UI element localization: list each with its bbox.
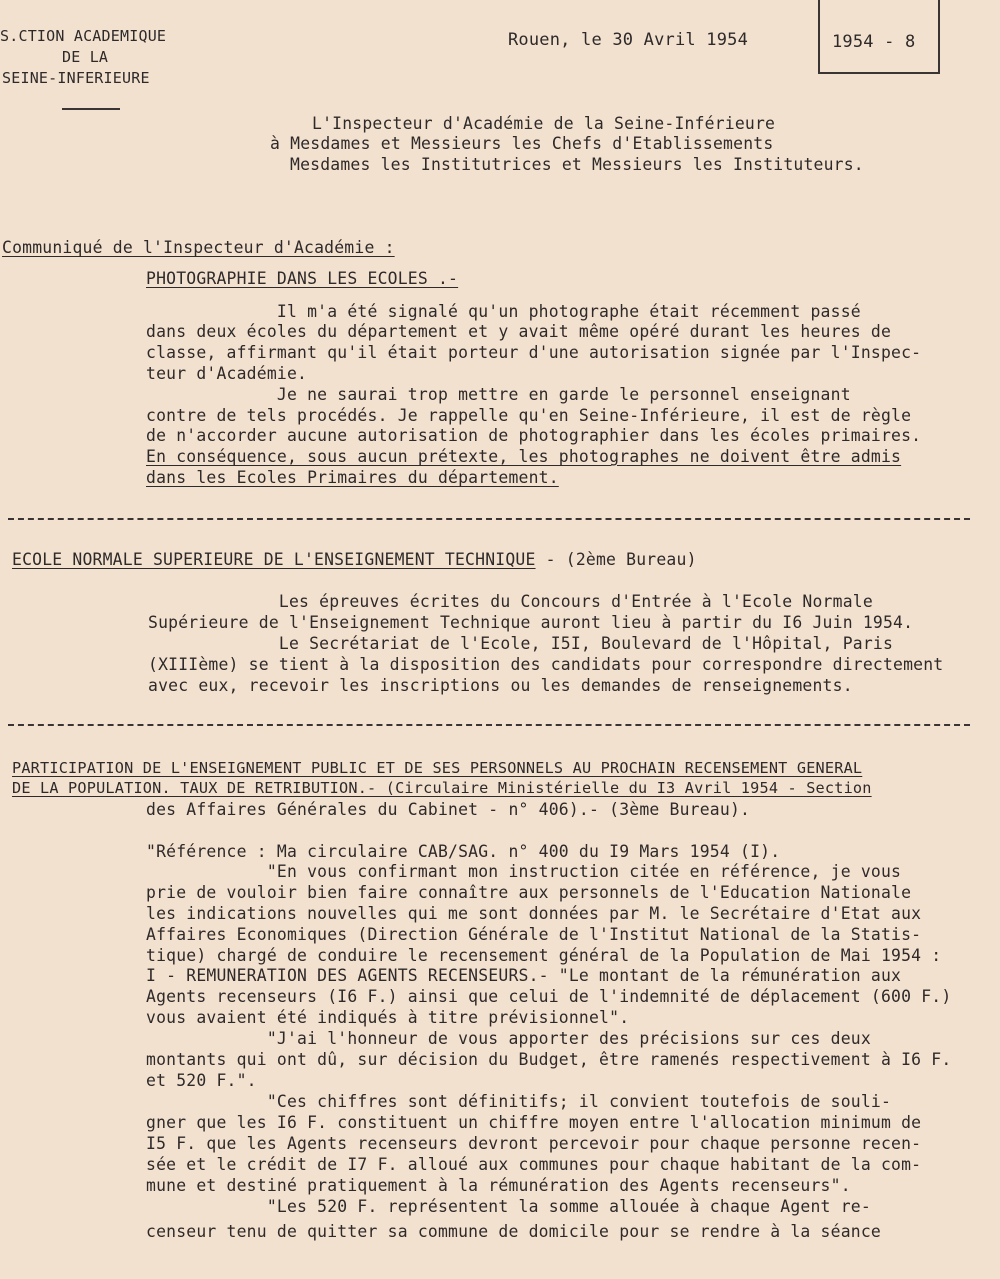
communique-line-3: classe, affirmant qu'il était porteur d'une autorisation signée par l'Inspec- <box>146 343 922 362</box>
census-line-17: mune et destiné pratiquement à la rémunération des Agents recenseurs". <box>146 1176 851 1195</box>
reference-number: 1954 - 8 <box>832 32 916 52</box>
section-divider-1 <box>8 518 970 520</box>
office-line-2: DE LA <box>62 48 109 66</box>
census-line-8: Agents recenseurs (I6 F.) ainsi que celui de l'indemnité de déplacement (600 F.) <box>146 987 952 1006</box>
census-line-10: "J'ai l'honneur de vous apporter des précisions sur ces deux <box>146 1029 871 1048</box>
section-divider-2 <box>8 724 970 726</box>
ens-heading-suffix: - (2ème Bureau) <box>535 550 697 569</box>
census-line-1: "Référence : Ma circulaire CAB/SAG. n° 400 du I9 Mars 1954 (I). <box>146 842 781 861</box>
ens-line-4: (XIIIème) se tient à la disposition des candidats pour correspondre directement <box>148 655 944 674</box>
census-line-2: "En vous confirmant mon instruction citée en référence, je vous <box>146 862 902 881</box>
ens-line-3: Le Secrétariat de l'Ecole, I5I, Boulevard de l'Hôpital, Paris <box>148 634 894 653</box>
ens-line-1: Les épreuves écrites du Concours d'Entrée à l'Ecole Normale <box>148 592 873 611</box>
census-heading-line-1: PARTICIPATION DE L'ENSEIGNEMENT PUBLIC ET DE SES PERSONNELS AU PROCHAIN RECENSEMENT GENERAL <box>12 759 863 777</box>
communique-line-2: dans deux écoles du département et y avait même opéré durant les heures de <box>146 322 892 341</box>
census-line-14: gner que les I6 F. constituent un chiffre moyen entre l'allocation minimum de <box>146 1113 922 1132</box>
address-line-3: Mesdames les Institutrices et Messieurs les Instituteurs. <box>290 155 864 174</box>
census-line-18: "Les 520 F. représentent la somme allouée à chaque Agent re- <box>146 1197 871 1216</box>
census-line-19: censeur tenu de quitter sa commune de domicile pour se rendre à la séance <box>146 1222 881 1241</box>
census-line-13: "Ces chiffres sont définitifs; il convient toutefois de souli- <box>146 1092 892 1111</box>
census-heading-line-2: DE LA POPULATION. TAUX DE RETRIBUTION.- (Circulaire Ministérielle du I3 Avril 1954 - Section <box>12 779 872 797</box>
census-line-4: les indications nouvelles qui me sont données par M. le Secrétaire d'Etat aux <box>146 904 922 923</box>
census-line-7: I - REMUNERATION DES AGENTS RECENSEURS.- "Le montant de la rémunération aux <box>146 966 902 985</box>
census-heading-line-3: des Affaires Générales du Cabinet - n° 406).- (3ème Bureau). <box>146 800 751 819</box>
communique-line-9: dans les Ecoles Primaires du département. <box>146 468 559 487</box>
ens-line-5: avec eux, recevoir les inscriptions ou les demandes de renseignements. <box>148 676 853 695</box>
communique-line-5: Je ne saurai trop mettre en garde le personnel enseignant <box>146 385 851 404</box>
communique-heading: Communiqué de l'Inspecteur d'Académie : <box>2 238 395 257</box>
office-line-1: S.CTION ACADEMIQUE <box>0 27 167 45</box>
communique-line-7: de n'accorder aucune autorisation de photographier dans les écoles primaires. <box>146 426 922 445</box>
photography-heading: PHOTOGRAPHIE DANS LES ECOLES .- <box>146 269 459 288</box>
census-line-3: prie de vouloir bien faire connaître aux personnels de l'Education Nationale <box>146 883 912 902</box>
communique-line-4: teur d'Académie. <box>146 364 308 383</box>
census-line-11: montants qui ont dû, sur décision du Budget, être ramenés respectivement à I6 F. <box>146 1050 952 1069</box>
census-line-6: tique) chargé de conduire le recensement général de la Population de Mai 1954 : <box>146 946 942 965</box>
census-line-15: I5 F. que les Agents recenseurs devront percevoir pour chaque personne recen- <box>146 1134 922 1153</box>
ens-heading: ECOLE NORMALE SUPERIEURE DE L'ENSEIGNEMENT TECHNIQUE <box>12 550 536 569</box>
header-rule <box>62 108 120 110</box>
communique-line-6: contre de tels procédés. Je rappelle qu'en Seine-Inférieure, il est de règle <box>146 406 912 425</box>
census-line-16: sée et le crédit de I7 F. alloué aux communes pour chaque habitant de la com- <box>146 1155 922 1174</box>
place-date: Rouen, le 30 Avril 1954 <box>508 30 749 50</box>
ens-line-2: Supérieure de l'Enseignement Technique auront lieu à partir du I6 Juin 1954. <box>148 613 914 632</box>
communique-line-1: Il m'a été signalé qu'un photographe était récemment passé <box>146 302 861 321</box>
census-line-12: et 520 F.". <box>146 1071 257 1090</box>
communique-line-8: En conséquence, sous aucun prétexte, les photographes ne doivent être admis <box>146 447 902 466</box>
office-line-3: SEINE-INFERIEURE <box>2 69 150 87</box>
census-line-5: Affaires Economiques (Direction Générale de l'Institut National de la Statis- <box>146 925 922 944</box>
address-line-1: L'Inspecteur d'Académie de la Seine-Inférieure <box>312 114 776 133</box>
address-line-2: à Mesdames et Messieurs les Chefs d'Etablissements <box>270 134 774 153</box>
census-line-9: vous avaient été indiqués à titre prévisionnel". <box>146 1008 630 1027</box>
ens-heading-row <box>12 550 697 570</box>
